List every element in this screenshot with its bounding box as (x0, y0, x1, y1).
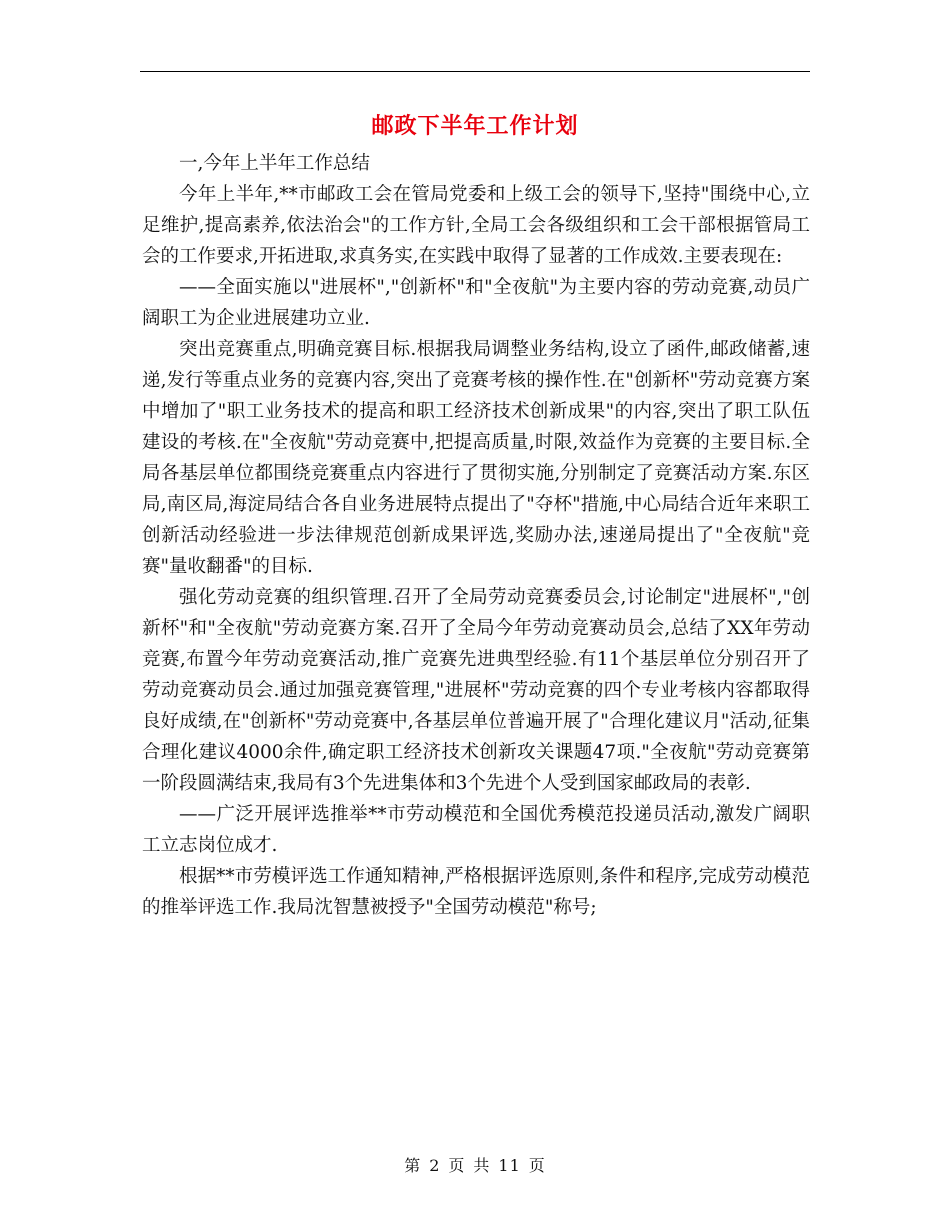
paragraph-4: 突出竞赛重点,明确竞赛目标.根据我局调整业务结构,设立了函件,邮政储蓄,速递,发行等重点业务的竞赛内容,突出了竞赛考核的操作性.在"创新杯"劳动竞赛方案中增加了"职工业务技术的提高和职工经济技术创新成果"的内容,突出了职工队伍建设的考核.在"全夜航"劳动竞赛中,把提高质量,时限,效益作为竞赛的主要目标.全局各基层单位都围绕竞赛重点内容进行了贯彻实施,分别制定了竞赛活动方案.东区局,南区局,海淀局结合各自业务进展特点提出了"夺杯"措施,中心局结合近年来职工创新活动经验进一步法律规范创新成果评选,奖励办法,速递局提出了"全夜航"竞赛"量收翻番"的目标. (142, 339, 810, 577)
page-footer (0, 1153, 950, 1176)
header-rule (140, 71, 810, 72)
paragraph-3: ——全面实施以"进展杯","创新杯"和"全夜航"为主要内容的劳动竞赛,动员广阔职工为企业进展建功立业. (142, 277, 810, 329)
footer-page-unit: 页 (448, 1156, 466, 1175)
footer-total-unit: 页 (528, 1156, 546, 1175)
footer-total-pages: 11 (498, 1156, 521, 1175)
document-body (142, 148, 810, 923)
paragraph-6: ——广泛开展评选推举**市劳动模范和全国优秀模范投递员活动,激发广阔职工立志岗位成才. (142, 804, 810, 856)
footer-prefix: 第 (404, 1156, 422, 1175)
document-title: 邮政下半年工作计划 (371, 113, 579, 139)
paragraph-1: 一,今年上半年工作总结 (179, 153, 370, 174)
footer-total-prefix: 共 (473, 1156, 491, 1175)
footer-current-page: 2 (429, 1156, 441, 1175)
paragraph-2: 今年上半年,**市邮政工会在管局党委和上级工会的领导下,坚持"围绕中心,立足维护,提高素养,依法治会"的工作方针,全局工会各级组织和工会干部根据管局工会的工作要求,开拓进取,求真务实,在实践中取得了显著的工作成效.主要表现在: (142, 184, 810, 267)
paragraph-5: 强化劳动竞赛的组织管理.召开了全局劳动竞赛委员会,讨论制定"进展杯","创新杯"和"全夜航"劳动竞赛方案.召开了全局今年劳动竞赛动员会,总结了XX年劳动竞赛,布置今年劳动竞赛活动,推广竞赛先进典型经验.有11个基层单位分别召开了劳动竞赛动员会.通过加强竞赛管理,"进展杯"劳动竞赛的四个专业考核内容都取得良好成绩,在"创新杯"劳动竞赛中,各基层单位普遍开展了"合理化建议月"活动,征集合理化建议4000余件,确定职工经济技术创新攻关课题47项."全夜航"劳动竞赛第一阶段圆满结束,我局有3个先进集体和3个先进个人受到国家邮政局的表彰. (142, 587, 810, 794)
paragraph-7: 根据**市劳模评选工作通知精神,严格根据评选原则,条件和程序,完成劳动模范的推举评选工作.我局沈智慧被授予"全国劳动模范"称号; (142, 866, 810, 918)
